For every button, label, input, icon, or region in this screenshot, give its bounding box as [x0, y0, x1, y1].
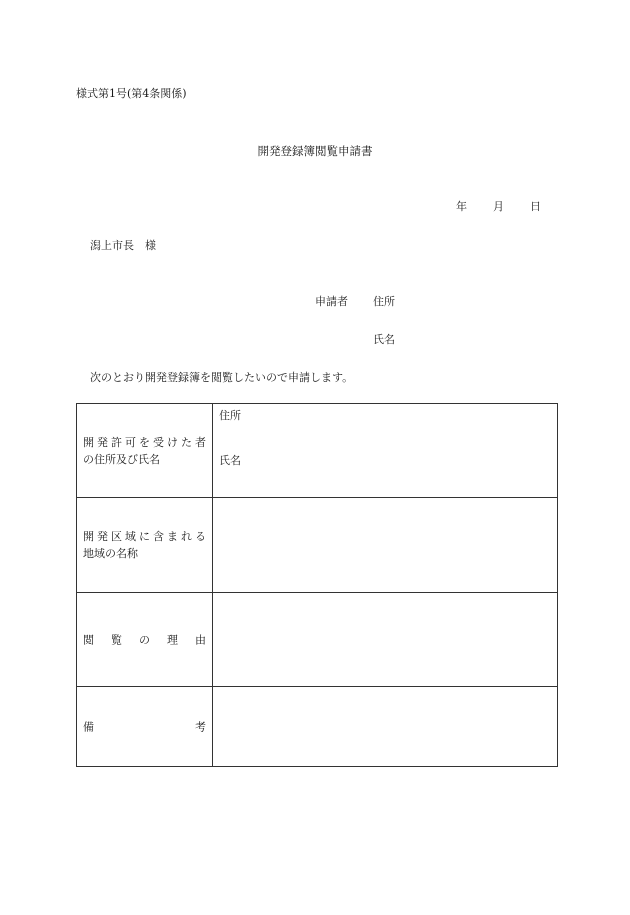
area-label-cell	[77, 498, 213, 593]
developer-name-label: 氏名	[219, 454, 241, 467]
date-year-label: 年	[456, 200, 467, 213]
application-form-table	[76, 403, 558, 767]
table-row	[77, 404, 558, 498]
document-title: 開発登録簿閲覧申請書	[257, 144, 373, 158]
area-label-line1: 開 発 区 域 に 含 ま れ る	[83, 530, 206, 543]
remarks-label-cell	[77, 687, 213, 767]
developer-label-cell	[77, 404, 213, 498]
remarks-value-cell[interactable]	[213, 687, 558, 767]
reason-value-cell[interactable]	[213, 593, 558, 687]
table-row	[77, 593, 558, 687]
developer-value-cell[interactable]	[213, 404, 558, 498]
addressee: 潟上市長 様	[90, 239, 156, 252]
applicant-name-label: 氏名	[373, 333, 395, 346]
reason-label: 閲 覧 の 理 由	[83, 633, 206, 646]
area-label-line2: 地域の名称	[83, 547, 138, 560]
developer-label-line2: の住所及び氏名	[83, 452, 160, 466]
date-month-label: 月	[493, 200, 504, 213]
developer-label-line1: 開 発 許 可 を 受 け た 者	[83, 435, 206, 449]
applicant-address-label: 住所	[373, 295, 395, 308]
area-value-cell[interactable]	[213, 498, 558, 593]
date-day-label: 日	[530, 200, 541, 213]
applicant-label: 申請者	[315, 295, 348, 308]
table-row	[77, 687, 558, 767]
table-row	[77, 498, 558, 593]
developer-address-label: 住所	[219, 409, 241, 422]
remarks-label: 備 考	[83, 720, 206, 733]
form-number: 様式第1号(第4条関係)	[76, 87, 187, 100]
reason-label-cell	[77, 593, 213, 687]
application-statement: 次のとおり開発登録簿を閲覧したいので申請します。	[90, 371, 354, 384]
